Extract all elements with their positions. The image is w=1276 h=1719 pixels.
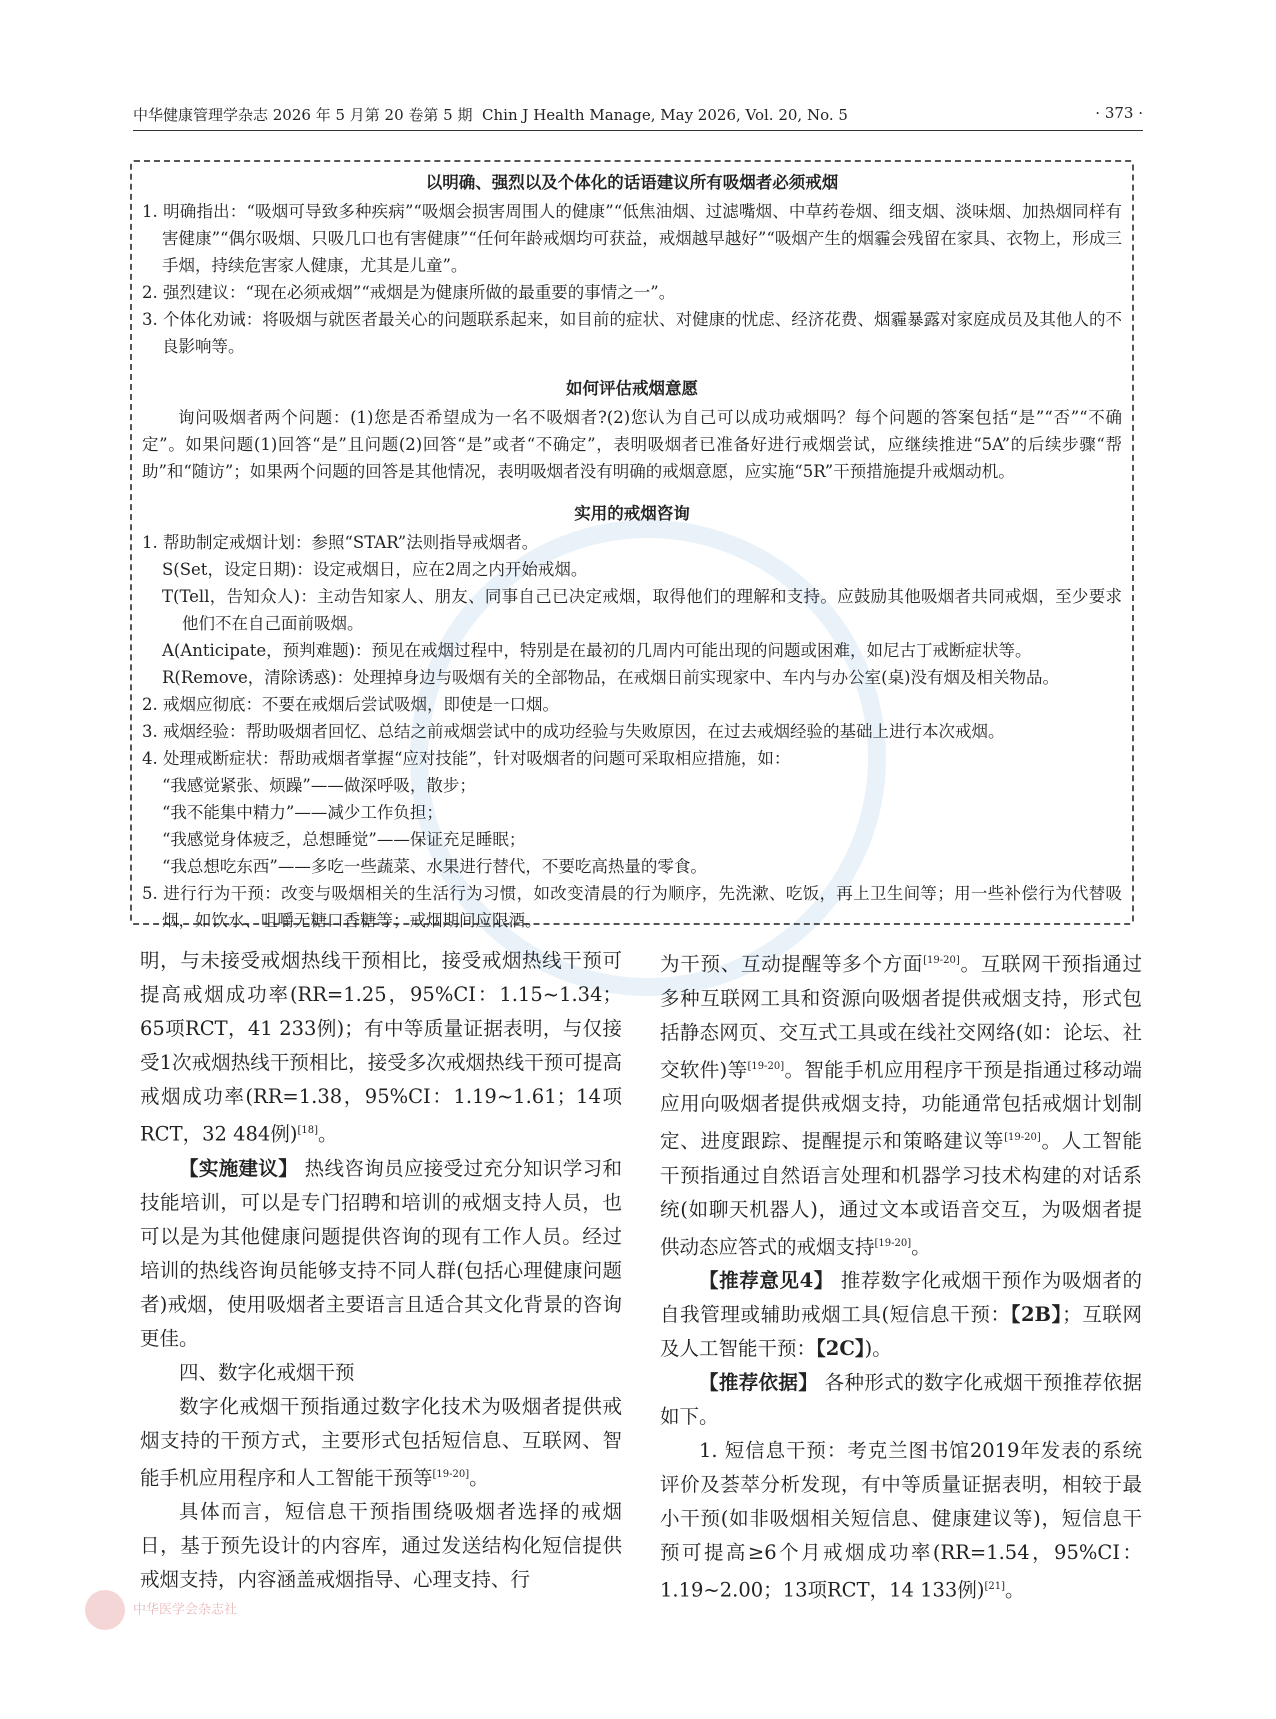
box-s1-item: 1. 明确指出：“吸烟可导致多种疾病”“吸烟会损害周围人的健康”“低焦油烟、过滤嘴烟、中草药卷烟、细支烟、淡味烟、加热烟同样有害健康”“偶尔吸烟、只吸几口也有害健康”“任何年龄戒烟均可获益，戒烟越早越好”“吸烟产生的烟霾会残留在家具、衣物上，形成三手烟，持续危害家人健康，尤其是儿童”。	[142, 202, 1122, 275]
citation: [19-20]	[874, 1237, 912, 1249]
page-number: · 373 ·	[1095, 104, 1143, 122]
citation: [19-20]	[1004, 1132, 1041, 1143]
citation: [19-20]	[923, 955, 960, 966]
text: 。	[317, 1122, 338, 1146]
left-paragraph: 具体而言，短信息干预指围绕吸烟者选择的戒烟日，基于预先设计的内容库，通过发送结构化短信提供戒烟支持，内容涵盖戒烟指导、心理支持、行	[140, 1500, 622, 1591]
left-paragraph	[140, 944, 622, 1152]
box-quote: “我总想吃东西”——多吃一些蔬菜、水果进行替代，不要吃高热量的零食。	[162, 857, 707, 876]
publisher-name: 中华医学会杂志社	[133, 1602, 238, 1618]
section-heading: 四、数字化戒烟干预	[179, 1360, 355, 1384]
left-column	[140, 944, 622, 1597]
box-section-3-title: 实用的戒烟咨询	[574, 504, 690, 523]
publisher-emblem-icon	[85, 1590, 125, 1630]
right-paragraph	[660, 1434, 1142, 1608]
right-paragraph	[660, 944, 1142, 1264]
grade-2b: 【2B】	[1010, 1303, 1063, 1326]
text: 。智能手机应用程序干预是指通过移动端应用向吸烟者提供戒烟支持，功能通常包括戒烟计划制定、进度跟踪、提醒提示和策略建议等	[660, 1058, 1142, 1153]
grade-2c: 【2C】	[816, 1337, 865, 1360]
box-s3-item: 3. 戒烟经验：帮助吸烟者回忆、总结之前戒烟尝试中的成功经验与失败原因，在过去戒烟经验的基础上进行本次戒烟。	[142, 722, 1005, 741]
box-star-item: S(Set，设定日期)：设定戒烟日，应在2周之内开始戒烟。	[162, 560, 588, 579]
text: )。	[864, 1337, 892, 1360]
journal-cn: 中华健康管理学杂志 2026 年 5 月第 20 卷第 5 期	[133, 106, 473, 124]
box-section-1-title: 以明确、强烈以及个体化的话语建议所有吸烟者必须戒烟	[425, 173, 839, 192]
publisher-logo	[85, 1590, 237, 1630]
basis-label: 【推荐依据】	[699, 1371, 819, 1394]
box-s3-item: 4. 处理戒断症状：帮助戒烟者掌握“应对技能”，针对吸烟者的问题可采取相应措施，如：	[142, 749, 791, 768]
text: 推荐数字化戒烟干预作为吸烟者的自我管理或辅助戒烟工具(短信息干预：	[660, 1269, 1142, 1326]
text: 为干预、互动提醒等多个方面	[660, 952, 924, 976]
text: ；互联网及人工智能干预：	[660, 1303, 1142, 1360]
text: 明，与未接受戒烟热线干预相比，接受戒烟热线干预可提高戒烟成功率(RR=1.25，95%CI：1.15~1.34；65项RCT，41 233例)；有中等质量证据表明，与仅接受1次戒烟热线干预相比，接受多次戒烟热线干预可提高戒烟成功率(RR=1.38，95%CI：1.19~1.61；14项RCT，32 484例)	[140, 949, 622, 1146]
box-section-2-title: 如何评估戒烟意愿	[566, 379, 698, 398]
text: 1. 短信息干预：考克兰图书馆2019年发表的系统评价及荟萃分析发现，有中等质量证据表明，相较于最小干预(如非吸烟相关短信息、健康建议等)，短信息干预可提高≥6个月戒烟成功率(RR=1.54，95%CI：1.19~2.00；13项RCT，14 133例)	[660, 1439, 1142, 1602]
citation: [18]	[297, 1125, 318, 1136]
citation: [19-20]	[432, 1468, 470, 1480]
journal-title	[133, 104, 848, 125]
implementation-paragraph	[140, 1152, 622, 1356]
citation: [21]	[984, 1581, 1005, 1592]
journal-en: Chin J Health Manage, May 2026, Vol. 20, No. 5	[482, 106, 848, 124]
text: 各种形式的数字化戒烟干预推荐依据如下。	[660, 1371, 1142, 1428]
recommendation-paragraph	[660, 1264, 1142, 1366]
citation: [19-20]	[747, 1060, 785, 1072]
box-s3-item: 1. 帮助制定戒烟计划：参照“STAR”法则指导戒烟者。	[142, 533, 539, 552]
box-star-item: R(Remove，清除诱惑)：处理掉身边与吸烟有关的全部物品，在戒烟日前实现家中、车内与办公室(桌)没有烟及相关物品。	[162, 668, 1060, 687]
box-s3-item: 5. 进行行为干预：改变与吸烟相关的生活行为习惯，如改变清晨的行为顺序，先洗漱、吃饭，再上卫生间等；用一些补偿行为代替吸烟，如饮水、咀嚼无糖口香糖等；戒烟期间应限酒。	[142, 884, 1122, 930]
text: 。人工智能干预指通过自然语言处理和机器学习技术构建的对话系统(如聊天机器人)，通过文本或语音交互，为吸烟者提供动态应答式的戒烟支持	[660, 1129, 1142, 1258]
recommendation-label: 【推荐意见4】	[699, 1269, 834, 1292]
box-star-item: T(Tell，告知众人)：主动告知家人、朋友、同事自己已决定戒烟，取得他们的理解和支持。应鼓励其他吸烟者共同戒烟，至少要求他们不在自己面前吸烟。	[162, 587, 1122, 633]
basis-paragraph	[660, 1366, 1142, 1434]
box-s1-item: 2. 强烈建议：“现在必须戒烟”“戒烟是为健康所做的最重要的事情之一”。	[142, 283, 676, 302]
boxed-guidance	[130, 160, 1134, 930]
text: 。	[469, 1466, 489, 1489]
box-quote: “我不能集中精力”——减少工作负担；	[162, 803, 443, 822]
text: 热线咨询员应接受过充分知识学习和技能培训，可以是专门招聘和培训的戒烟支持人员，也可以是为其他健康问题提供咨询的现有工作人员。经过培训的热线咨询员能够支持不同人群(包括心理健康问题者)戒烟，使用吸烟者主要语言且适合其文化背景的咨询更佳。	[140, 1156, 622, 1350]
box-s2-text: 询问吸烟者两个问题：(1)您是否希望成为一名不吸烟者?(2)您认为自己可以成功戒烟吗？每个问题的答案包括“是”“否”“不确定”。如果问题(1)回答“是”且问题(2)回答“是”或者“不确定”，表明吸烟者已准备好进行戒烟尝试，应继续推进“5A”的后续步骤“帮助”和“随访”；如果两个问题的回答是其他情况，表明吸烟者没有明确的戒烟意愿，应实施“5R”干预措施提升戒烟动机。	[142, 408, 1122, 481]
box-star-item: A(Anticipate，预判难题)：预见在戒烟过程中，特别是在最初的几周内可能出现的问题或困难，如尼古丁戒断症状等。	[162, 641, 1032, 660]
text: 。互联网干预指通过多种互联网工具和资源向吸烟者提供戒烟支持，形式包括静态网页、交互式工具或在线社交网络(如：论坛、社交软件)等	[660, 952, 1142, 1081]
box-quote: “我感觉紧张、烦躁”——做深呼吸，散步；	[162, 776, 476, 795]
text: 。	[1004, 1578, 1025, 1602]
box-s1-item: 3. 个体化劝诫：将吸烟与就医者最关心的问题联系起来，如目前的症状、对健康的忧虑、经济花费、烟霾暴露对家庭成员及其他人的不良影响等。	[142, 310, 1122, 356]
left-paragraph	[140, 1390, 622, 1496]
right-column	[660, 944, 1142, 1608]
box-s3-item: 2. 戒烟应彻底：不要在戒烟后尝试吸烟，即使是一口烟。	[142, 695, 559, 714]
text: 。	[911, 1235, 931, 1258]
box-quote: “我感觉身体疲乏，总想睡觉”——保证充足睡眠；	[162, 830, 526, 849]
implementation-label: 【实施建议】	[179, 1156, 299, 1180]
header-rule	[133, 130, 1143, 131]
text: 数字化戒烟干预指通过数字化技术为吸烟者提供戒烟支持的干预方式，主要形式包括短信息、互联网、智能手机应用程序和人工智能干预等	[140, 1394, 622, 1489]
running-header	[133, 104, 1143, 125]
